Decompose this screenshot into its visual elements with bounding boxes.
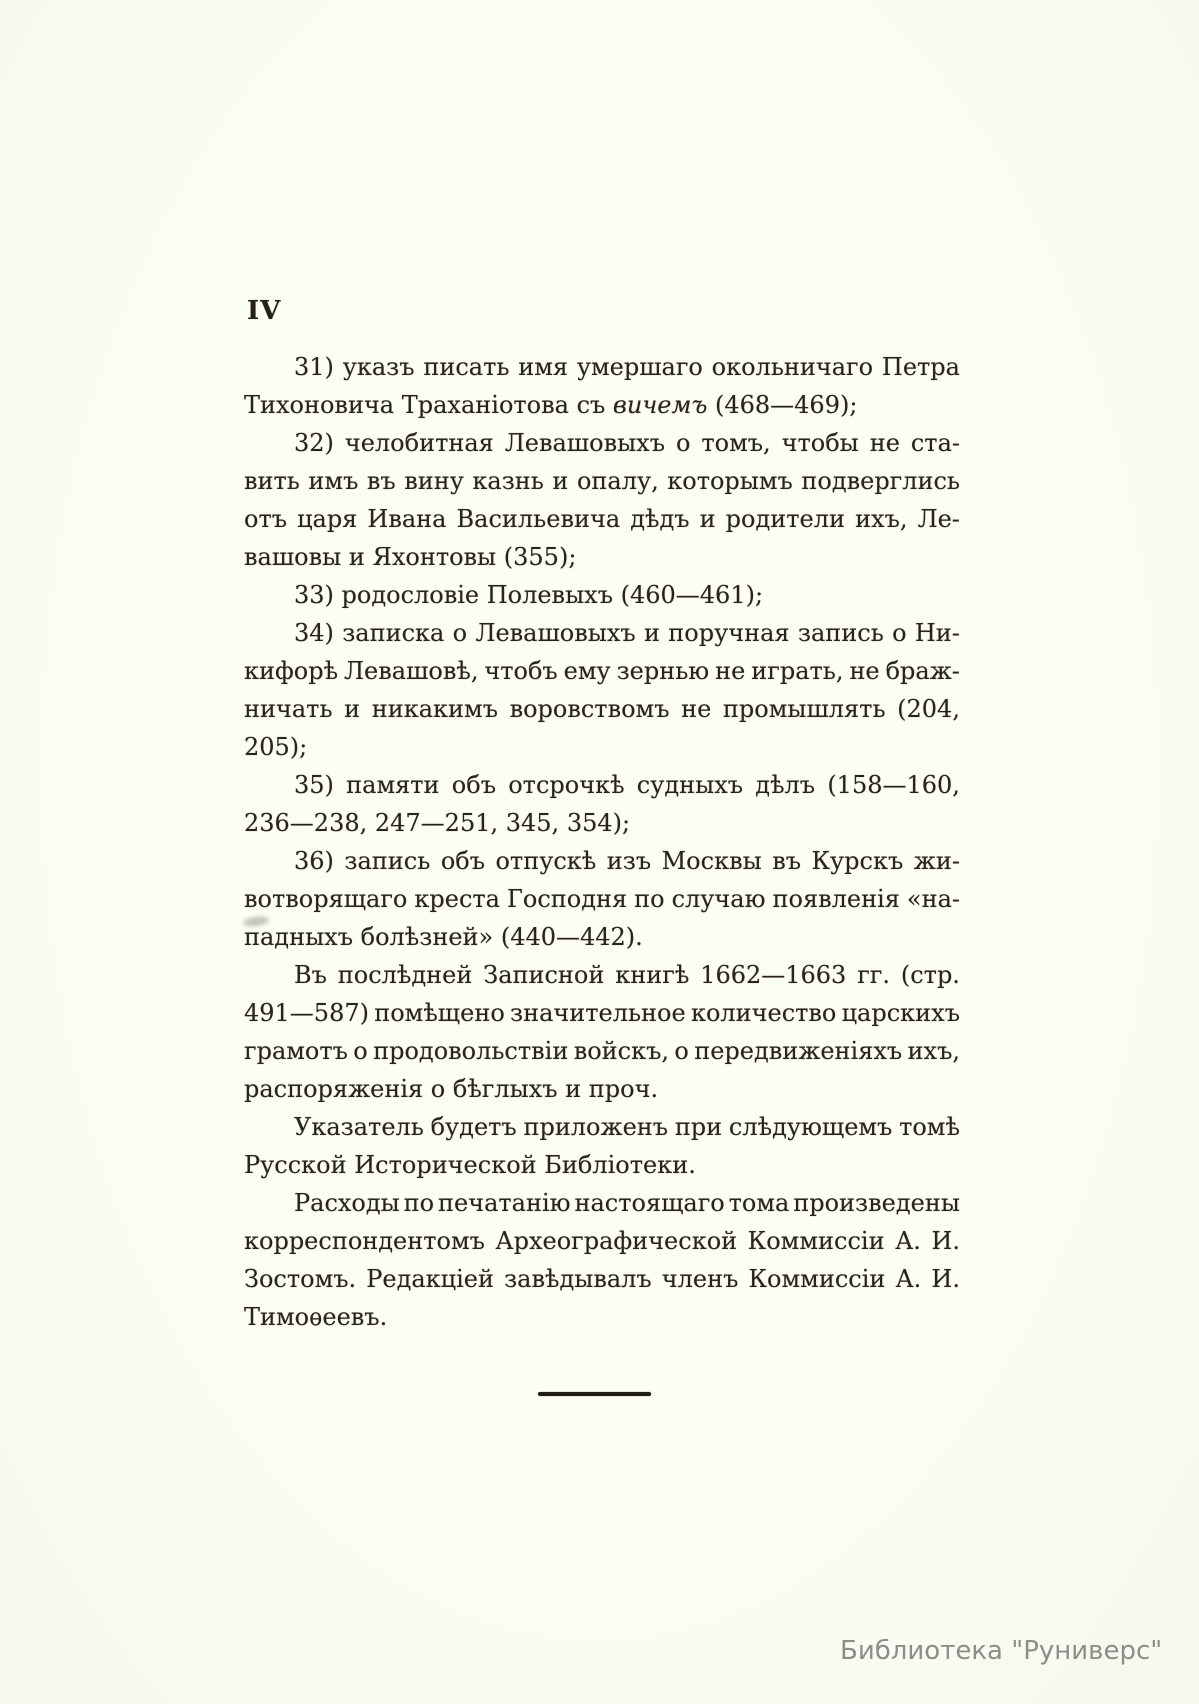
text-word: окольничаго [711, 353, 874, 381]
text-word: произведены [793, 1189, 960, 1217]
text-word: объ [440, 847, 485, 875]
text-word: Въ [294, 961, 327, 989]
text-line [244, 1222, 960, 1260]
text-word: играть, [751, 657, 844, 685]
text-word: по [403, 1189, 435, 1217]
text-line [244, 766, 960, 804]
section-end-rule [538, 1392, 651, 1396]
text-word: жи- [913, 847, 960, 875]
text-line [244, 842, 960, 880]
text-word: продовольствіи [373, 1037, 569, 1065]
text-word: отъ [244, 505, 287, 533]
text-word: 36) [294, 847, 334, 875]
text-word: ничать [244, 695, 333, 723]
text-line [244, 652, 960, 690]
text-word: запись [797, 619, 884, 647]
text-word: Ивана [367, 505, 447, 533]
text-word: не [849, 657, 880, 685]
text-word: дѣлъ [755, 771, 816, 799]
text-line [244, 576, 960, 614]
text-word: 32) [294, 429, 334, 457]
text-word: казнь [472, 467, 544, 495]
text-word: въ [772, 847, 801, 875]
text-word: въ [366, 467, 396, 495]
text-word: завѣдывалъ [504, 1265, 652, 1293]
text-word: царя [297, 505, 358, 533]
text-word: количество [690, 999, 837, 1027]
text-line [244, 614, 960, 652]
text-word: ихъ, [907, 1037, 960, 1065]
text-segment: распоряженія о бѣглыхъ и проч. [244, 1075, 659, 1103]
text-line [244, 1108, 960, 1146]
text-word: 35) [294, 771, 334, 799]
text-word: отпускѣ [495, 847, 597, 875]
text-word: 1662—1663 [700, 961, 847, 989]
library-watermark: Библиотека "Руниверс" [840, 1636, 1163, 1666]
text-word: родители [725, 505, 845, 533]
text-word: Левашовѣ, [344, 657, 479, 685]
text-word: и [344, 695, 361, 723]
text-word: отсрочкѣ [508, 771, 625, 799]
text-word: Указатель [294, 1113, 424, 1141]
text-word: значительное [510, 999, 686, 1027]
text-line [244, 462, 960, 500]
text-segment: 205); [244, 733, 308, 761]
text-segment: (468—469); [707, 391, 858, 419]
text-word: Ле- [917, 505, 960, 533]
text-segment: 236—238, 247—251, 345, 354); [244, 809, 631, 837]
text-segment: вашовы и Яхонтовы (355); [244, 543, 577, 571]
text-segment: Тихоновича Траханіотова съ [244, 391, 613, 419]
text-word: умершаго [576, 353, 703, 381]
text-word: вотворящаго [244, 885, 408, 913]
text-word: и [699, 505, 716, 533]
text-line [244, 1184, 960, 1222]
text-word: подверглись [801, 467, 960, 495]
text-line [244, 538, 960, 576]
text-word: зернью [616, 657, 710, 685]
text-word: имя [518, 353, 569, 381]
text-line [244, 994, 960, 1032]
text-word: никакимъ [371, 695, 498, 723]
text-word: Коммиссіи [747, 1227, 885, 1255]
text-word: о [675, 429, 691, 457]
text-word: не [681, 695, 712, 723]
text-line [244, 956, 960, 994]
text-word: И. [931, 1227, 960, 1255]
text-line [244, 500, 960, 538]
text-word: помѣщено [374, 999, 505, 1027]
text-word: не [715, 657, 746, 685]
text-line [244, 1260, 960, 1298]
text-word: появленія [772, 885, 900, 913]
text-word: объ [451, 771, 496, 799]
text-word: печатанію [438, 1189, 571, 1217]
text-word: царскихъ [841, 999, 960, 1027]
text-word: корреспондентомъ [244, 1227, 485, 1255]
text-word: А. [895, 1265, 922, 1293]
text-word: поручная [668, 619, 790, 647]
text-word: вину [404, 467, 464, 495]
text-word: (158—160, [827, 771, 960, 799]
text-line [244, 880, 960, 918]
text-word: Курскъ [811, 847, 904, 875]
text-word: Зостомъ. [244, 1265, 357, 1293]
text-word: «на- [906, 885, 960, 913]
text-word: 491—587) [244, 999, 369, 1027]
text-word: гг. [857, 961, 890, 989]
text-word: креста [414, 885, 500, 913]
text-word: вить [244, 467, 300, 495]
text-word: (стр. [900, 961, 960, 989]
text-line [244, 1146, 960, 1184]
text-word: Господня [506, 885, 628, 913]
text-line [244, 804, 960, 842]
text-word: Москвы [661, 847, 762, 875]
text-segment: падныхъ болѣзней» (440—442). [244, 923, 643, 951]
text-word: дѣдъ [630, 505, 690, 533]
text-word: о [892, 619, 907, 647]
text-line [244, 918, 960, 956]
text-word: ста- [910, 429, 960, 457]
text-word: Коммиссіи [748, 1265, 886, 1293]
text-word: членъ [661, 1265, 739, 1293]
text-word: Археографической [495, 1227, 738, 1255]
text-word: Записной [483, 961, 605, 989]
page-number: IV [247, 296, 282, 326]
text-word: Петра [881, 353, 960, 381]
text-segment: 33) родословіе Полевыхъ (460—461); [294, 581, 764, 609]
text-word: и [643, 619, 660, 647]
text-word: случаю [671, 885, 766, 913]
text-line [244, 1032, 960, 1070]
text-word: 34) [294, 619, 334, 647]
text-word: Левашовыхъ [475, 619, 636, 647]
text-line [244, 1298, 960, 1336]
text-word: воровствомъ [509, 695, 670, 723]
text-segment: Тимоѳеевъ. [244, 1303, 388, 1331]
text-word: передвиженіяхъ [694, 1037, 903, 1065]
text-word: ему [563, 657, 611, 685]
text-word: А. [895, 1227, 921, 1255]
text-line [244, 386, 960, 424]
text-word: записка [342, 619, 445, 647]
text-word: запись [344, 847, 431, 875]
text-word: которымъ [667, 467, 793, 495]
text-word: приложенъ [523, 1113, 669, 1141]
text-line [244, 690, 960, 728]
text-word: И. [931, 1265, 960, 1293]
text-word: при [674, 1113, 723, 1141]
text-word: судныхъ [636, 771, 744, 799]
text-word: и [552, 467, 569, 495]
text-word: челобитная [344, 429, 494, 457]
text-word: Ни- [914, 619, 960, 647]
text-word: томѣ [899, 1113, 960, 1141]
text-word: (204, [897, 695, 960, 723]
text-line [244, 1070, 960, 1108]
text-word: по [634, 885, 665, 913]
text-word: Васильевича [456, 505, 621, 533]
text-line [244, 424, 960, 462]
text-word: указъ [342, 353, 415, 381]
text-word: о [452, 619, 468, 647]
text-word: чтобъ [484, 657, 558, 685]
text-word: имъ [308, 467, 359, 495]
text-word: изъ [606, 847, 652, 875]
text-word: памяти [346, 771, 440, 799]
text-word: о [674, 1037, 689, 1065]
text-word: кифорѣ [244, 657, 339, 685]
text-word: томъ, [701, 429, 771, 457]
text-word: писать [423, 353, 510, 381]
text-word: не [869, 429, 900, 457]
text-word: настоящаго [574, 1189, 725, 1217]
text-word: браж- [885, 657, 960, 685]
text-word: Левашовыхъ [504, 429, 665, 457]
text-word: книгѣ [615, 961, 690, 989]
text-word: 31) [294, 353, 334, 381]
text-word: Редакціей [366, 1265, 494, 1293]
text-word: опалу, [576, 467, 659, 495]
italic-term: вичемъ [612, 391, 708, 419]
text-word: грамотъ [244, 1037, 348, 1065]
text-word: чтобы [781, 429, 859, 457]
text-word: промышлять [722, 695, 886, 723]
text-word: послѣдней [337, 961, 473, 989]
text-word: будетъ [430, 1113, 517, 1141]
text-word: о [353, 1037, 368, 1065]
text-segment: Русской Исторической Библіотеки. [244, 1151, 696, 1179]
text-word: слѣдующемъ [728, 1113, 893, 1141]
text-word: Расходы [294, 1189, 400, 1217]
body-text-block [244, 348, 960, 1336]
text-word: ихъ, [855, 505, 908, 533]
text-line [244, 728, 960, 766]
text-word: войскъ, [573, 1037, 670, 1065]
text-line [244, 348, 960, 386]
text-word: тома [728, 1189, 790, 1217]
